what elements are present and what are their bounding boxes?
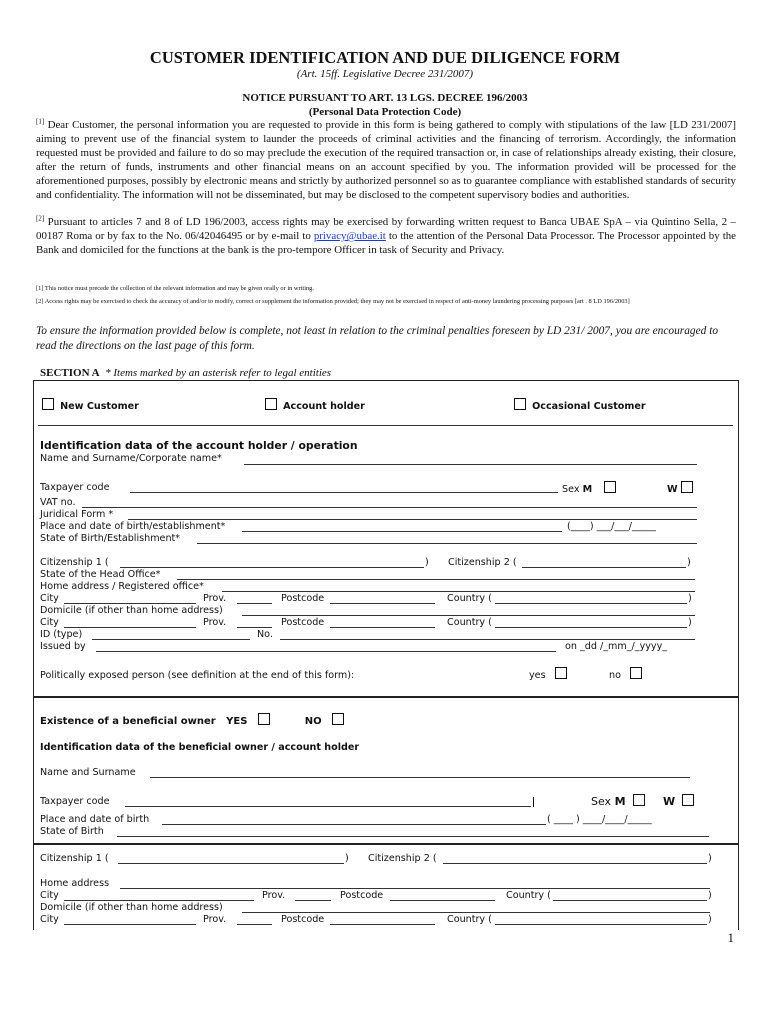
footnote-1: [1] This notice must precede the collection of the relevant information and may be given orally or in writing. <box>36 285 314 292</box>
form-title: CUSTOMER IDENTIFICATION AND DUE DILIGENCE FORM <box>149 48 621 67</box>
pep-yes-checkbox[interactable] <box>555 667 567 679</box>
holder-juridical-field[interactable] <box>128 519 697 520</box>
pep-question: Politically exposed person (see definition at the end of this form): <box>40 670 355 681</box>
beneficial-prov-field[interactable] <box>295 900 331 901</box>
beneficial-sex-label: Sex <box>591 795 612 808</box>
holder-issued-by-field[interactable] <box>96 651 556 652</box>
holder-birth-date[interactable]: (____) ___/___/_____ <box>567 521 656 532</box>
beneficial-name-field[interactable] <box>150 777 690 778</box>
holder-vat-label: VAT no. <box>40 497 76 508</box>
holder-sex-m-checkbox[interactable] <box>604 481 616 493</box>
divider <box>38 425 733 426</box>
holder-sex-w-label: W <box>667 484 678 495</box>
beneficial-domicile-label: Domicile (if other than home address) <box>40 902 223 913</box>
holder-domicile-postcode-field[interactable] <box>330 627 435 628</box>
holder-sex-w-checkbox[interactable] <box>681 481 693 493</box>
holder-name-label: Name and Surname/Corporate name* <box>40 453 222 464</box>
holder-domicile-country-field[interactable] <box>495 627 687 628</box>
beneficial-country-field[interactable] <box>553 900 707 901</box>
holder-country-field[interactable] <box>495 603 687 604</box>
holder-sex-m <box>562 481 616 495</box>
beneficial-domicile-country-label: Country ( <box>447 914 492 925</box>
beneficial-postcode-label: Postcode <box>340 890 384 901</box>
holder-domicile-country-label: Country ( <box>447 617 492 628</box>
pep-no-option[interactable] <box>609 667 642 681</box>
beneficial-section-heading: Identification data of the beneficial owner / account holder <box>40 742 360 753</box>
notice-paragraph-2-text-end: to the attention of the Personal Data Processor. The Processor appointed by the Bank and domiciled for the functions at the bank is the pro-tempore Officer in task of Security and Privacy. <box>36 230 737 257</box>
beneficial-domicile-postcode-label: Postcode <box>281 914 325 925</box>
holder-domicile-city-field[interactable] <box>64 627 196 628</box>
holder-juridical-label: Juridical Form * <box>40 509 114 520</box>
holder-section-heading: Identification data of the account holder / operation <box>40 439 358 452</box>
beneficial-birth-label: Place and date of birth <box>40 814 150 825</box>
beneficial-domicile-country-close: ) <box>708 914 712 925</box>
holder-prov-label: Prov. <box>203 593 227 604</box>
occasional-customer-option[interactable] <box>514 398 646 412</box>
holder-home-address-field[interactable] <box>222 591 695 592</box>
holder-domicile-label: Domicile (if other than home address) <box>40 605 223 616</box>
holder-domicile-city-label: City <box>40 617 59 628</box>
holder-sex-w <box>667 481 693 495</box>
holder-country-label: Country ( <box>447 593 492 604</box>
beneficial-country-label: Country ( <box>506 890 551 901</box>
notice-paragraph-1 <box>36 118 736 203</box>
beneficial-citizenship2-label: Citizenship 2 ( <box>368 853 437 864</box>
privacy-email-link[interactable]: privacy@ubae.it <box>313 230 386 243</box>
beneficial-name-label: Name and Surname <box>40 767 136 778</box>
holder-postcode-label: Postcode <box>281 593 325 604</box>
beneficial-birth-field[interactable] <box>162 824 546 825</box>
beneficial-sex-m <box>591 794 645 808</box>
holder-citizenship2-close: ) <box>687 557 691 568</box>
beneficial-citizenship1-close: ) <box>345 853 349 864</box>
holder-prov-field[interactable] <box>237 603 272 604</box>
beneficial-home-address-field[interactable] <box>120 888 710 889</box>
holder-state-birth-field[interactable] <box>197 543 697 544</box>
occasional-customer-checkbox[interactable] <box>514 398 526 410</box>
beneficial-yes-label: YES <box>226 716 248 727</box>
form-subtitle: (Art. 15ff. Legislative Decree 231/2007) <box>296 68 474 80</box>
beneficial-sex-w-label: W <box>663 795 676 808</box>
beneficial-prov-label: Prov. <box>262 890 286 901</box>
footnote-ref-2: [2] <box>36 214 45 223</box>
holder-citizenship1-field[interactable] <box>120 567 424 568</box>
holder-head-office-label: State of the Head Office* <box>40 569 161 580</box>
beneficial-citizenship2-field[interactable] <box>443 863 707 864</box>
new-customer-checkbox[interactable] <box>42 398 54 410</box>
pep-yes-label: yes <box>529 670 546 681</box>
beneficial-taxpayer-end-mark <box>533 797 534 807</box>
holder-id-no-field[interactable] <box>280 639 695 640</box>
beneficial-state-birth-label: State of Birth <box>40 826 104 837</box>
holder-vat-field[interactable] <box>82 507 697 508</box>
pep-no-checkbox[interactable] <box>630 667 642 679</box>
holder-birth-field[interactable] <box>242 531 562 532</box>
holder-taxpayer-label: Taxpayer code <box>40 482 110 493</box>
beneficial-sex-m-label: M <box>614 795 626 808</box>
footnote-2: [2] Access rights may be exercised to check the accuracy of and/or to modify, correct or supplement the information provided; they may not be exercised in respect of anti-money laundering processing purposes [art . 8 LD 196/2003] <box>36 298 630 305</box>
beneficial-sex-w-checkbox[interactable] <box>682 794 694 806</box>
holder-id-type-field[interactable] <box>92 639 250 640</box>
beneficial-domicile-postcode-field[interactable] <box>330 924 435 925</box>
beneficial-postcode-field[interactable] <box>390 900 495 901</box>
beneficial-domicile-prov-label: Prov. <box>203 914 227 925</box>
holder-domicile-prov-field[interactable] <box>237 627 272 628</box>
pep-yes-option[interactable] <box>529 667 567 681</box>
section-a-label: SECTION A <box>40 367 100 379</box>
beneficial-taxpayer-label: Taxpayer code <box>40 796 110 807</box>
new-customer-option[interactable] <box>42 398 139 412</box>
holder-domicile-field[interactable] <box>242 615 695 616</box>
holder-name-field[interactable] <box>244 464 697 465</box>
beneficial-existence <box>40 713 344 727</box>
beneficial-domicile-city-field[interactable] <box>64 924 196 925</box>
holder-sex-label: Sex <box>562 484 580 495</box>
holder-domicile-country-close: ) <box>688 617 692 628</box>
beneficial-birth-date[interactable]: ( ____ ) ____/____/_____ <box>547 814 652 825</box>
beneficial-domicile-field[interactable] <box>242 912 710 913</box>
holder-head-office-field[interactable] <box>177 579 695 580</box>
notice-heading-line1: NOTICE PURSUANT TO ART. 13 LGS. DECREE 196/2003 <box>242 92 528 104</box>
holder-home-address-label: Home address / Registered office* <box>40 581 204 592</box>
beneficial-no-label: NO <box>304 716 322 727</box>
beneficial-home-address-label: Home address <box>40 878 110 889</box>
beneficial-domicile-city-label: City <box>40 914 59 925</box>
notice-heading <box>0 91 770 119</box>
beneficial-city-label: City <box>40 890 59 901</box>
account-holder-label: Account holder <box>283 401 365 412</box>
notice-heading-line2: (Personal Data Protection Code) <box>308 106 462 118</box>
notice-paragraph-2 <box>36 215 736 257</box>
holder-state-birth-label: State of Birth/Establishment* <box>40 533 181 544</box>
account-holder-option[interactable] <box>265 398 365 412</box>
section-a-heading <box>40 367 331 379</box>
account-holder-checkbox[interactable] <box>265 398 277 410</box>
holder-domicile-prov-label: Prov. <box>203 617 227 628</box>
holder-city-label: City <box>40 593 59 604</box>
holder-citizenship2-field[interactable] <box>522 567 686 568</box>
beneficial-citizenship1-label: Citizenship 1 ( <box>40 853 109 864</box>
holder-city-field[interactable] <box>64 603 196 604</box>
holder-taxpayer-field[interactable] <box>130 492 558 493</box>
new-customer-label: New Customer <box>60 401 139 412</box>
notice-paragraph-1-text: Dear Customer, the personal information you are requested to provide in this form is being gathered to comply with stipulations of the law [LD 231/2007] aiming to prevent use of the financial system to launder the proceeds of criminal activities and the financing of terrorism. Accordingly, the information requested must be provided and failure to do so may preclude the execution of the required transaction or, in case of relationships already existing, their closure, after the return of funds, instruments and other financial means on an account specified by you. The information provided will be processed for the aforementioned purposes, possibly by electronic means and strictly by authorized personnel so as to guarantee compliance with established standards of security and confidentiality. The information will not be disseminated, but may be disclosed to the competent supervisory bodies and authorities. <box>36 119 736 202</box>
beneficial-citizenship2-close: ) <box>708 853 712 864</box>
holder-citizenship2-label: Citizenship 2 ( <box>448 557 517 568</box>
notice-paragraph-2-text: Pursuant to articles 7 and 8 of LD 196/2003, access rights may be exercised by forwarding written request to Banca UBAE SpA – via Quintino Sella, 2 – 00187 Roma or by fax to the No. 06/42046495 or by e-mail to <box>36 216 736 243</box>
holder-citizenship1-label: Citizenship 1 ( <box>40 557 109 568</box>
holder-issued-on[interactable]: on _dd /_mm_/_yyyy_ <box>565 641 668 652</box>
holder-birth-label: Place and date of birth/establishment* <box>40 521 226 532</box>
holder-issued-by-label: Issued by <box>40 641 86 652</box>
holder-country-close: ) <box>688 593 692 604</box>
section-a-note: * Items marked by an asterisk refer to legal entities <box>105 367 332 379</box>
holder-postcode-field[interactable] <box>330 603 435 604</box>
holder-id-no-label: No. <box>257 629 273 640</box>
beneficial-no-checkbox[interactable] <box>332 713 344 725</box>
holder-id-type-label: ID (type) <box>40 629 83 640</box>
pep-no-label: no <box>609 670 621 681</box>
beneficial-sex-m-checkbox[interactable] <box>633 794 645 806</box>
holder-sex-m-label: M <box>582 484 593 495</box>
page-number: 1 <box>727 930 734 945</box>
beneficial-sex-w <box>663 794 694 808</box>
holder-citizenship1-close: ) <box>425 557 429 568</box>
beneficial-taxpayer-field[interactable] <box>125 806 531 807</box>
footnote-ref-1: [1] <box>36 117 45 126</box>
beneficial-city-field[interactable] <box>64 900 254 901</box>
beneficial-domicile-country-field[interactable] <box>495 924 707 925</box>
beneficial-domicile-prov-field[interactable] <box>237 924 272 925</box>
beneficial-citizenship1-field[interactable] <box>118 863 344 864</box>
occasional-customer-label: Occasional Customer <box>532 401 646 412</box>
beneficial-state-birth-field[interactable] <box>117 836 709 837</box>
beneficial-country-close: ) <box>708 890 712 901</box>
beneficial-existence-label: Existence of a beneficial owner <box>40 716 216 727</box>
beneficial-yes-checkbox[interactable] <box>258 713 270 725</box>
intro-note: To ensure the information provided below is complete, not least in relation to the criminal penalties foreseen by LD 231/ 2007, you are encouraged to read the directions on the last page of this form. <box>36 325 719 352</box>
holder-domicile-postcode-label: Postcode <box>281 617 325 628</box>
